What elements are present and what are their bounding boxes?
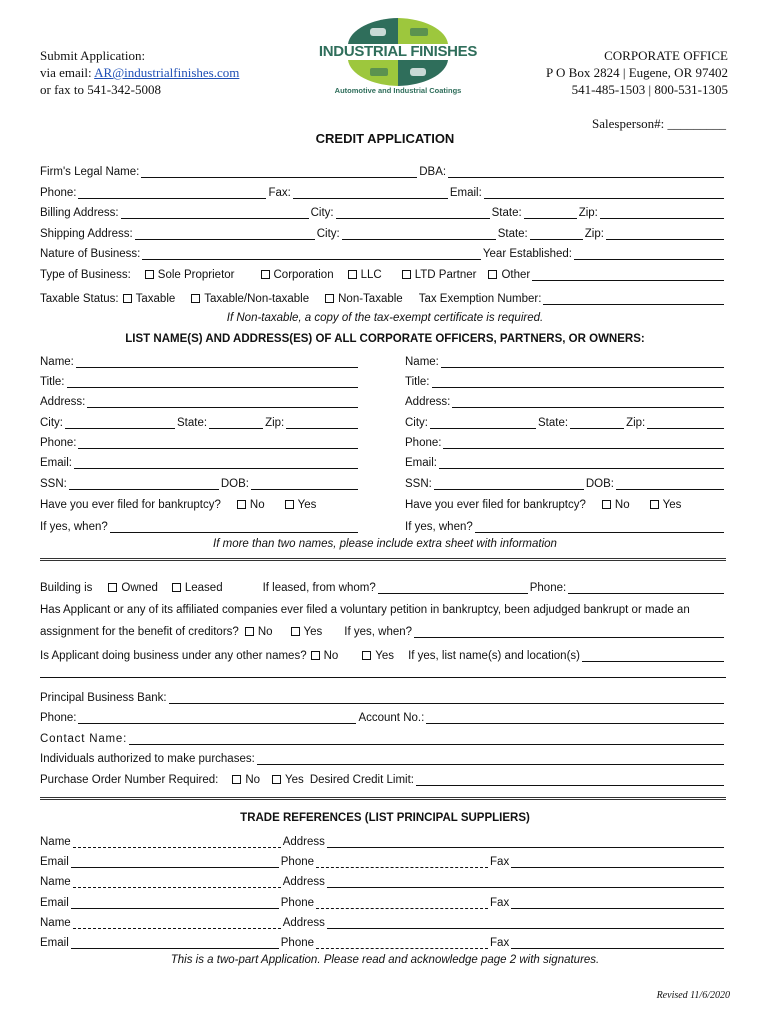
billing-state-input[interactable] — [524, 206, 577, 219]
officer1-address-label: Address: — [40, 396, 86, 408]
officer1-phone-input[interactable] — [78, 436, 358, 449]
officer1-name-row — [40, 352, 360, 368]
officer2-title-label: Title: — [405, 376, 430, 388]
billing-row — [40, 203, 726, 219]
officer2-city-label: City: — [405, 417, 428, 429]
firm-legal-name-input[interactable] — [141, 165, 417, 178]
po-no-label: No — [245, 774, 261, 786]
trade1-fax-input[interactable] — [511, 855, 724, 868]
assignment-row — [40, 622, 726, 638]
bank-row — [40, 688, 726, 704]
building-phone-input[interactable] — [568, 581, 724, 594]
credit-limit-label: Desired Credit Limit: — [309, 774, 414, 786]
officers-heading: LIST NAME(S) AND ADDRESS(ES) OF ALL CORPORATE OFFICERS, PARTNERS, OR OWNERS: — [125, 333, 645, 345]
submit-block — [40, 47, 239, 98]
type-row — [40, 265, 726, 281]
shipping-city-label: City: — [316, 228, 340, 240]
trade3-address-label: Address — [282, 917, 325, 929]
logo-tagline: Automotive and Industrial Coatings — [334, 86, 462, 95]
nontaxable-note: If Non-taxable, a copy of the tax-exempt certificate is required. — [226, 312, 544, 324]
officer2-address-row — [405, 392, 726, 408]
ltd-partner-checkbox[interactable] — [402, 270, 411, 279]
officer2-dob-label: DOB: — [585, 478, 614, 490]
officer2-title-row — [405, 372, 726, 388]
officer1-name-input[interactable] — [76, 355, 358, 368]
trade2-address-input[interactable] — [327, 875, 724, 888]
other-label: Other — [501, 269, 531, 281]
officer1-state-label: State: — [177, 417, 208, 429]
account-label: Account No.: — [358, 712, 425, 724]
officer1-email-label: Email: — [40, 457, 72, 469]
officer1-bankruptcy-no-checkbox[interactable] — [237, 500, 246, 509]
trade-heading: TRADE REFERENCES (LIST PRINCIPAL SUPPLIERS) — [240, 812, 530, 824]
shipping-city-input[interactable] — [342, 227, 496, 240]
assignment-when-input[interactable] — [414, 625, 724, 638]
submit-fax: or fax to 541-342-5008 — [40, 82, 161, 97]
petition-text: Has Applicant or any of its affiliated companies ever filed a voluntary petition in bankruptcy, been adjudged bankrupt or made an — [40, 604, 690, 616]
po-no-checkbox[interactable] — [232, 775, 241, 784]
officer2-email-label: Email: — [405, 457, 437, 469]
contact-row — [40, 729, 726, 745]
assignment-when-label: If yes, when? — [344, 626, 413, 638]
company-logo — [318, 14, 478, 96]
office-address: P O Box 2824 | Eugene, OR 97402 — [546, 65, 728, 80]
officer1-title-label: Title: — [40, 376, 65, 388]
petition-row — [40, 600, 726, 616]
trade1-contact-row — [40, 852, 726, 868]
authorized-row — [40, 749, 726, 765]
trade2-fax-label: Fax — [490, 897, 510, 909]
submit-title: Submit Application: — [40, 48, 146, 63]
leased-from-label: If leased, from whom? — [262, 582, 376, 594]
logo-name: INDUSTRIAL FINISHES — [318, 43, 478, 60]
firm-contact-row — [40, 183, 726, 199]
officer1-ssn-row — [40, 474, 360, 490]
other-names-no-checkbox[interactable] — [311, 651, 320, 660]
trade1-name-label: Name — [40, 836, 71, 848]
officer2-bankruptcy-no-checkbox[interactable] — [602, 500, 611, 509]
officer1-address-input[interactable] — [87, 395, 358, 408]
officer1-ssn-label: SSN: — [40, 478, 67, 490]
other-names-label: Is Applicant doing business under any other names? — [40, 650, 307, 662]
shipping-state-label: State: — [497, 228, 528, 240]
firm-legal-name-label: Firm's Legal Name: — [40, 166, 140, 178]
officer2-no-label: No — [614, 499, 630, 511]
officer1-zip-input[interactable] — [286, 416, 358, 429]
page-title: CREDIT APPLICATION — [315, 131, 455, 146]
llc-checkbox[interactable] — [348, 270, 357, 279]
officer2-state-label: State: — [538, 417, 569, 429]
authorized-input[interactable] — [257, 752, 724, 765]
po-label: Purchase Order Number Required: — [40, 774, 219, 786]
trade3-contact-row — [40, 933, 726, 949]
other-names-no-label: No — [323, 650, 339, 662]
office-title: CORPORATE OFFICE — [604, 48, 728, 63]
officer1-name-label: Name: — [40, 356, 74, 368]
other-names-yes-label: Yes — [375, 650, 395, 662]
billing-city-input[interactable] — [336, 206, 490, 219]
taxable-nontaxable-checkbox[interactable] — [191, 294, 200, 303]
extra-sheet-note: If more than two names, please include extra sheet with information — [213, 538, 557, 550]
billing-zip-input[interactable] — [600, 206, 724, 219]
submit-email-line — [40, 64, 239, 81]
bank-phone-input[interactable] — [78, 711, 356, 724]
trade2-address-label: Address — [282, 876, 325, 888]
trade3-phone-label: Phone — [280, 937, 315, 949]
trade1-phone-label: Phone — [280, 856, 315, 868]
ltd-partner-label: LTD Partner — [414, 269, 477, 281]
tax-exempt-label: Tax Exemption Number: — [418, 293, 542, 305]
email-input[interactable] — [484, 186, 724, 199]
trade1-address-input[interactable] — [327, 835, 724, 848]
phone-label: Phone: — [40, 187, 77, 199]
officer2-ssn-input[interactable] — [434, 477, 584, 490]
officer2-when-input[interactable] — [475, 520, 724, 533]
nature-label: Nature of Business: — [40, 248, 141, 260]
trade2-email-input[interactable] — [71, 896, 279, 909]
trade2-name-input[interactable] — [73, 875, 281, 888]
leased-checkbox[interactable] — [172, 583, 181, 592]
shipping-state-input[interactable] — [530, 227, 583, 240]
assignment-label: assignment for the benefit of creditors? — [40, 626, 239, 638]
officer2-city-input[interactable] — [430, 416, 536, 429]
trade1-email-input[interactable] — [71, 855, 279, 868]
two-part-note: This is a two-part Application. Please read and acknowledge page 2 with signatures. — [170, 954, 600, 966]
officer2-bankruptcy-label: Have you ever filed for bankruptcy? — [405, 499, 586, 511]
officer2-bankruptcy-yes-checkbox[interactable] — [650, 500, 659, 509]
officer1-city-row — [40, 413, 360, 429]
trade3-name-label: Name — [40, 917, 71, 929]
officer2-yes-label: Yes — [662, 499, 682, 511]
trade2-fax-input[interactable] — [511, 896, 724, 909]
officer2-zip-label: Zip: — [626, 417, 646, 429]
officer2-dob-input[interactable] — [616, 477, 724, 490]
assignment-no-checkbox[interactable] — [245, 627, 254, 636]
trade1-email-label: Email — [40, 856, 69, 868]
sole-proprietor-label: Sole Proprietor — [157, 269, 235, 281]
phone-input[interactable] — [78, 186, 266, 199]
officer1-dob-input[interactable] — [251, 477, 358, 490]
trade1-name-input[interactable] — [73, 835, 281, 848]
trade2-name-label: Name — [40, 876, 71, 888]
bank-phone-row — [40, 708, 726, 724]
officer1-title-row — [40, 372, 360, 388]
trade1-phone-input[interactable] — [316, 855, 488, 868]
leased-label: Leased — [184, 582, 223, 594]
taxable-status-label: Taxable Status: — [40, 293, 119, 305]
shipping-row — [40, 224, 726, 240]
account-input[interactable] — [426, 711, 724, 724]
officer1-dob-label: DOB: — [220, 478, 249, 490]
type-label: Type of Business: — [40, 269, 131, 281]
officer2-address-input[interactable] — [452, 395, 724, 408]
list-names-extra-line[interactable] — [40, 677, 726, 678]
trade1-address-label: Address — [282, 836, 325, 848]
officer1-email-row — [40, 453, 360, 469]
officer1-city-input[interactable] — [65, 416, 175, 429]
trade3-fax-label: Fax — [490, 937, 510, 949]
list-names-input[interactable] — [582, 649, 724, 662]
corporation-label: Corporation — [273, 269, 334, 281]
trade2-email-label: Email — [40, 897, 69, 909]
officer2-name-row — [405, 352, 726, 368]
trade2-name-row — [40, 872, 726, 888]
officer1-yes-label: Yes — [297, 499, 317, 511]
billing-label: Billing Address: — [40, 207, 119, 219]
trade2-phone-label: Phone — [280, 897, 315, 909]
officer2-phone-row — [405, 433, 726, 449]
year-label: Year Established: — [482, 248, 572, 260]
officer1-state-input[interactable] — [209, 416, 263, 429]
owned-label: Owned — [121, 582, 158, 594]
officer1-email-input[interactable] — [74, 456, 358, 469]
corporate-office-block — [546, 47, 728, 98]
billing-city-label: City: — [310, 207, 334, 219]
officer2-zip-input[interactable] — [647, 416, 724, 429]
officer1-bankruptcy-yes-checkbox[interactable] — [285, 500, 294, 509]
non-taxable-checkbox[interactable] — [325, 294, 334, 303]
officer1-zip-label: Zip: — [265, 417, 285, 429]
section-divider-2 — [40, 797, 726, 800]
officer1-bankruptcy-label: Have you ever filed for bankruptcy? — [40, 499, 221, 511]
non-taxable-label: Non-Taxable — [338, 293, 403, 305]
officer2-title-input[interactable] — [432, 375, 725, 388]
trade2-contact-row — [40, 893, 726, 909]
officer2-phone-input[interactable] — [443, 436, 724, 449]
other-checkbox[interactable] — [488, 270, 497, 279]
sole-proprietor-checkbox[interactable] — [145, 270, 154, 279]
contact-label: Contact Name: — [40, 733, 128, 745]
leased-from-input[interactable] — [378, 581, 528, 594]
assignment-no-label: No — [257, 626, 273, 638]
list-names-label: If yes, list name(s) and location(s) — [408, 650, 580, 662]
officer2-address-label: Address: — [405, 396, 451, 408]
salesperson-field[interactable]: Salesperson#: _________ — [592, 116, 726, 131]
trade3-email-label: Email — [40, 937, 69, 949]
assignment-yes-label: Yes — [303, 626, 323, 638]
tax-exempt-input[interactable] — [543, 292, 724, 305]
office-phones: 541-485-1503 | 800-531-1305 — [571, 82, 728, 97]
trade1-fax-label: Fax — [490, 856, 510, 868]
nature-row — [40, 244, 726, 260]
shipping-label: Shipping Address: — [40, 228, 133, 240]
shipping-input[interactable] — [135, 227, 315, 240]
officer2-city-row — [405, 413, 726, 429]
trade3-name-input[interactable] — [73, 916, 281, 929]
corporation-checkbox[interactable] — [261, 270, 270, 279]
officer2-ssn-label: SSN: — [405, 478, 432, 490]
building-row — [40, 578, 726, 594]
trade3-name-row — [40, 913, 726, 929]
taxable-row — [40, 289, 726, 305]
taxable-label: Taxable — [135, 293, 176, 305]
officer2-bankruptcy-row — [405, 495, 726, 511]
email-link[interactable]: AR@industrialfinishes.com — [94, 65, 240, 80]
officer1-phone-label: Phone: — [40, 437, 77, 449]
officer1-ssn-input[interactable] — [69, 477, 219, 490]
fax-input[interactable] — [293, 186, 448, 199]
officer2-ssn-row — [405, 474, 726, 490]
officer2-email-row — [405, 453, 726, 469]
officer1-address-row — [40, 392, 360, 408]
officer2-when-label: If yes, when? — [405, 521, 473, 533]
officer2-name-label: Name: — [405, 356, 439, 368]
officer1-when-row — [40, 517, 360, 533]
shipping-zip-input[interactable] — [606, 227, 724, 240]
building-phone-label: Phone: — [529, 582, 567, 594]
section-divider-1 — [40, 558, 726, 561]
authorized-label: Individuals authorized to make purchases: — [40, 753, 255, 765]
billing-input[interactable] — [121, 206, 309, 219]
officer2-email-input[interactable] — [439, 456, 724, 469]
revised-date: Revised 11/6/2020 — [656, 990, 730, 1001]
officer1-title-input[interactable] — [67, 375, 359, 388]
assignment-yes-checkbox[interactable] — [291, 627, 300, 636]
other-input[interactable] — [532, 268, 724, 281]
officer1-when-label: If yes, when? — [40, 521, 108, 533]
po-row — [40, 770, 726, 786]
trade1-name-row — [40, 832, 726, 848]
taxable-nontaxable-label: Taxable/Non-taxable — [204, 293, 310, 305]
owned-checkbox[interactable] — [108, 583, 117, 592]
bank-input[interactable] — [169, 691, 724, 704]
officer2-when-row — [405, 517, 726, 533]
officer2-phone-label: Phone: — [405, 437, 442, 449]
officer1-no-label: No — [249, 499, 265, 511]
shipping-zip-label: Zip: — [584, 228, 604, 240]
billing-zip-label: Zip: — [578, 207, 598, 219]
dba-label: DBA: — [419, 166, 447, 178]
officer1-phone-row — [40, 433, 360, 449]
trade3-email-input[interactable] — [71, 936, 279, 949]
bank-label: Principal Business Bank: — [40, 692, 167, 704]
taxable-checkbox[interactable] — [123, 294, 132, 303]
officer2-name-input[interactable] — [441, 355, 724, 368]
officer1-bankruptcy-row — [40, 495, 360, 511]
other-names-row — [40, 646, 726, 662]
officer1-city-label: City: — [40, 417, 63, 429]
billing-state-label: State: — [491, 207, 522, 219]
email-prefix: via email: — [40, 65, 95, 80]
po-yes-checkbox[interactable] — [272, 775, 281, 784]
other-names-yes-checkbox[interactable] — [362, 651, 371, 660]
firm-name-row — [40, 162, 726, 178]
trade2-phone-input[interactable] — [316, 896, 488, 909]
email-label: Email: — [449, 187, 482, 199]
llc-label: LLC — [360, 269, 382, 281]
trade3-address-input[interactable] — [327, 916, 724, 929]
trade3-fax-input[interactable] — [511, 936, 724, 949]
nature-input[interactable] — [142, 247, 481, 260]
trade3-phone-input[interactable] — [316, 936, 488, 949]
building-label: Building is — [40, 582, 93, 594]
year-input[interactable] — [574, 247, 724, 260]
fax-label: Fax: — [268, 187, 291, 199]
officer2-state-input[interactable] — [570, 416, 624, 429]
credit-limit-input[interactable] — [416, 773, 724, 786]
contact-input[interactable] — [129, 732, 724, 745]
officer1-when-input[interactable] — [110, 520, 358, 533]
dba-input[interactable] — [448, 165, 724, 178]
po-yes-label: Yes — [285, 774, 304, 786]
bank-phone-label: Phone: — [40, 712, 77, 724]
